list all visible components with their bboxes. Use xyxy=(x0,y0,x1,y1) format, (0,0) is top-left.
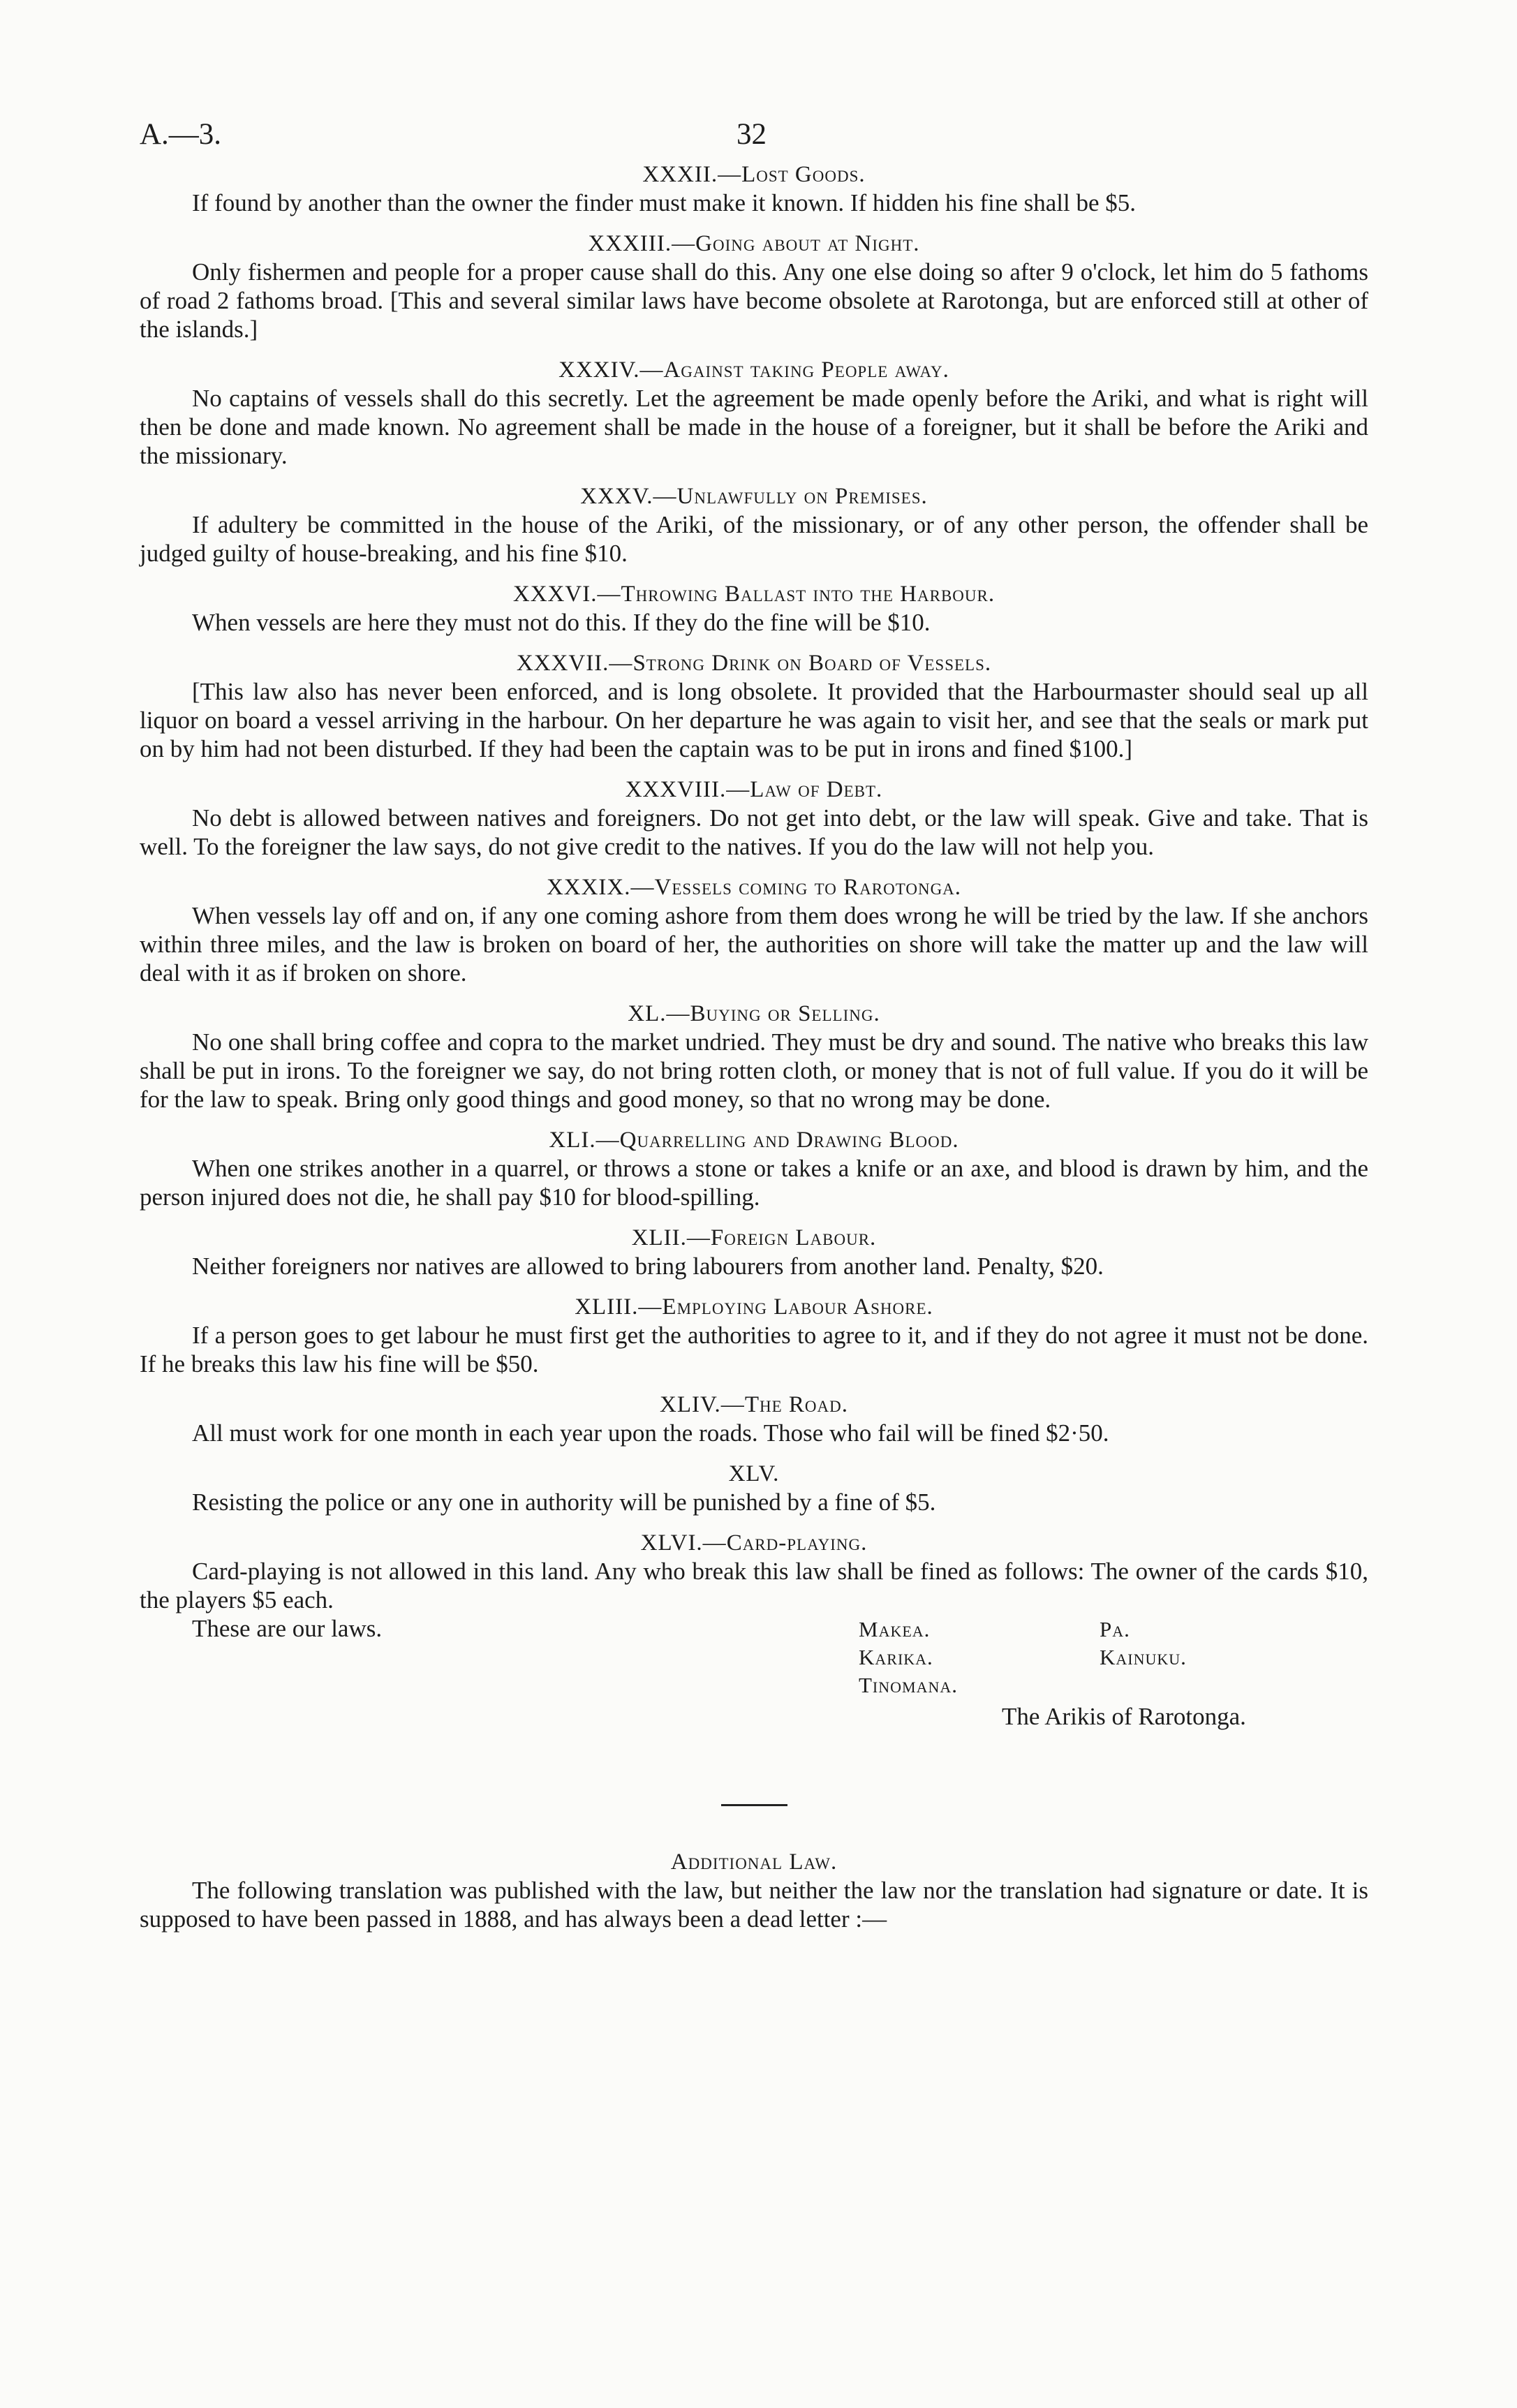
section-numeral: XLIII.— xyxy=(575,1294,663,1320)
section-text: If found by another than the owner the finder must make it known. If hidden his fine shall be $5. xyxy=(192,189,1137,216)
document-reference: A.—3. xyxy=(140,118,222,151)
section-numeral: XLII.— xyxy=(631,1225,711,1250)
section-heading: Buying or Selling. xyxy=(690,1001,880,1026)
law-section-xlv xyxy=(140,1460,1368,1516)
section-text: No debt is allowed between natives and foreigners. Do not get into debt, or the law will speak. Give and take. That is well. To the foreigner the law says, do not give credit to the natives. If you do the law will not help you. xyxy=(140,804,1368,860)
section-title xyxy=(140,230,1368,258)
section-heading: Going about at Night. xyxy=(695,231,920,256)
section-heading: Vessels coming to Rarotonga. xyxy=(654,875,962,900)
law-section-xxxviii xyxy=(140,776,1368,861)
additional-law-section xyxy=(140,1848,1368,1933)
signature-karika: Karika. xyxy=(859,1645,933,1669)
page-header xyxy=(140,105,1368,161)
law-section-xlii xyxy=(140,1224,1368,1280)
section-numeral: XLVI.— xyxy=(640,1530,727,1556)
section-heading: Unlawfully on Premises. xyxy=(676,484,928,509)
section-title xyxy=(140,776,1368,804)
section-heading: Strong Drink on Board of Vessels. xyxy=(632,651,992,676)
law-section-xli xyxy=(140,1126,1368,1211)
signature-block xyxy=(140,1614,1368,1761)
additional-law-text: The following translation was published with the law, but neither the law nor the translation had signature or date. It is supposed to have been passed in 1888, and has always been a dead letter :— xyxy=(140,1877,1368,1933)
section-heading: Against taking People away. xyxy=(663,357,949,383)
section-numeral: XXXVII.— xyxy=(516,651,633,676)
section-text: Neither foreigners nor natives are allowed to bring labourers from another land. Penalty, $20. xyxy=(192,1253,1104,1280)
section-text: If a person goes to get labour he must first get the authorities to agree to it, and if they do not agree it must not be done. If he breaks this law his fine will be $50. xyxy=(140,1322,1368,1377)
section-numeral: XLI.— xyxy=(549,1128,620,1153)
section-heading: Foreign Labour. xyxy=(710,1225,877,1250)
section-heading: Throwing Ballast into the Harbour. xyxy=(621,582,996,607)
law-section-xxxiv xyxy=(140,356,1368,470)
section-text: If adultery be committed in the house of the Ariki, of the missionary, or of any other person, the offender shall be judged guilty of house-breaking, and his fine $10. xyxy=(140,511,1368,567)
section-text: Only fishermen and people for a proper cause shall do this. Any one else doing so after 9 o'clock, let him do 5 fathoms of road 2 fathoms broad. [This and several similar laws have become obsolete at Rarotonga, but are enforced still at other of the islands.] xyxy=(140,258,1368,343)
section-text: No one shall bring coffee and copra to the market undried. They must be dry and sound. The native who breaks this law shall be put in irons. To the foreigner we say, do not bring rotten cloth, or money that is not of full value. If you do it will be for the law to speak. Bring only good things and good money, so that no wrong may be done. xyxy=(140,1028,1368,1113)
section-numeral: XLV. xyxy=(728,1461,780,1486)
law-section-xlvi xyxy=(140,1529,1368,1614)
section-text: All must work for one month in each year upon the roads. Those who fail will be fined $2·50. xyxy=(192,1419,1109,1447)
section-title xyxy=(140,580,1368,608)
section-heading: Additional Law. xyxy=(670,1849,838,1875)
section-numeral: XXXIV.— xyxy=(558,357,664,383)
section-numeral: XXXII.— xyxy=(642,162,742,187)
section-title xyxy=(140,1224,1368,1252)
section-text: Resisting the police or any one in authority will be punished by a fine of $5. xyxy=(192,1489,936,1516)
section-numeral: XXXV.— xyxy=(580,484,677,509)
section-text: Card-playing is not allowed in this land. Any who break this law shall be fined as follows: The owner of the cards $10, the players $5 each. xyxy=(140,1558,1368,1613)
law-section-xxxv xyxy=(140,482,1368,568)
law-section-xxxiii xyxy=(140,230,1368,344)
section-title xyxy=(140,161,1368,189)
section-numeral: XXXVI.— xyxy=(512,582,621,607)
law-section-xxxix xyxy=(140,873,1368,987)
section-text: When vessels are here they must not do this. If they do the fine will be $10. xyxy=(192,609,931,636)
section-heading: The Road. xyxy=(744,1392,848,1417)
section-title xyxy=(140,356,1368,384)
section-numeral: XL.— xyxy=(628,1001,690,1026)
additional-law-title xyxy=(140,1848,1368,1876)
section-title xyxy=(140,1293,1368,1321)
page-number: 32 xyxy=(737,118,767,151)
section-numeral: XXXVIII.— xyxy=(625,777,750,802)
section-title xyxy=(140,1529,1368,1557)
section-heading: Lost Goods. xyxy=(741,162,866,187)
law-section-xl xyxy=(140,1000,1368,1114)
law-section-xliii xyxy=(140,1293,1368,1378)
section-numeral: XXXIX.— xyxy=(546,875,655,900)
law-section-xliv xyxy=(140,1391,1368,1447)
section-heading: Employing Labour Ashore. xyxy=(662,1294,933,1320)
section-text: No captains of vessels shall do this secretly. Let the agreement be made openly before the Ariki, and what is right will then be done and made known. No agreement shall be made in the house of a foreigner, but it shall be before the Ariki and the missionary. xyxy=(140,385,1368,469)
signature-kainuku: Kainuku. xyxy=(1100,1645,1187,1669)
section-title xyxy=(140,649,1368,677)
law-section-xxxii xyxy=(140,161,1368,217)
section-numeral: XLIV.— xyxy=(660,1392,745,1417)
section-numeral: XXXIII.— xyxy=(588,231,696,256)
section-title xyxy=(140,1000,1368,1028)
section-text: When vessels lay off and on, if any one coming ashore from them does wrong he will be tried by the law. If she anchors within three miles, and the law is broken on board of her, the authorities on shore will take the matter up and the law will deal with it as if broken on shore. xyxy=(140,902,1368,987)
section-title xyxy=(140,873,1368,901)
section-heading: Quarrelling and Drawing Blood. xyxy=(619,1128,959,1153)
section-heading: Card-playing. xyxy=(726,1530,868,1556)
section-text: [This law also has never been enforced, and is long obsolete. It provided that the Harbourmaster should seal up all liquor on board a vessel arriving in the harbour. On her departure he was again to visit her, and see that the seals or mark put on by him had not been disturbed. If they had been the captain was to be put in irons and fined $100.] xyxy=(140,678,1368,762)
section-text: When one strikes another in a quarrel, or throws a stone or takes a knife or an axe, and blood is drawn by him, and the person injured does not die, he shall pay $10 for blood-spilling. xyxy=(140,1155,1368,1211)
section-title xyxy=(140,482,1368,510)
document-page xyxy=(140,105,1368,1946)
section-title xyxy=(140,1391,1368,1419)
signature-closing: The Arikis of Rarotonga. xyxy=(1002,1703,1246,1730)
signature-intro: These are our laws. xyxy=(192,1615,383,1642)
section-divider xyxy=(721,1804,787,1806)
law-section-xxxvi xyxy=(140,580,1368,637)
law-section-xxxvii xyxy=(140,649,1368,763)
section-title xyxy=(140,1460,1368,1488)
signature-pa: Pa. xyxy=(1100,1617,1130,1641)
section-title xyxy=(140,1126,1368,1154)
signature-makea: Makea. xyxy=(859,1617,931,1641)
section-heading: Law of Debt. xyxy=(750,777,883,802)
signature-tinomana: Tinomana. xyxy=(859,1673,959,1697)
